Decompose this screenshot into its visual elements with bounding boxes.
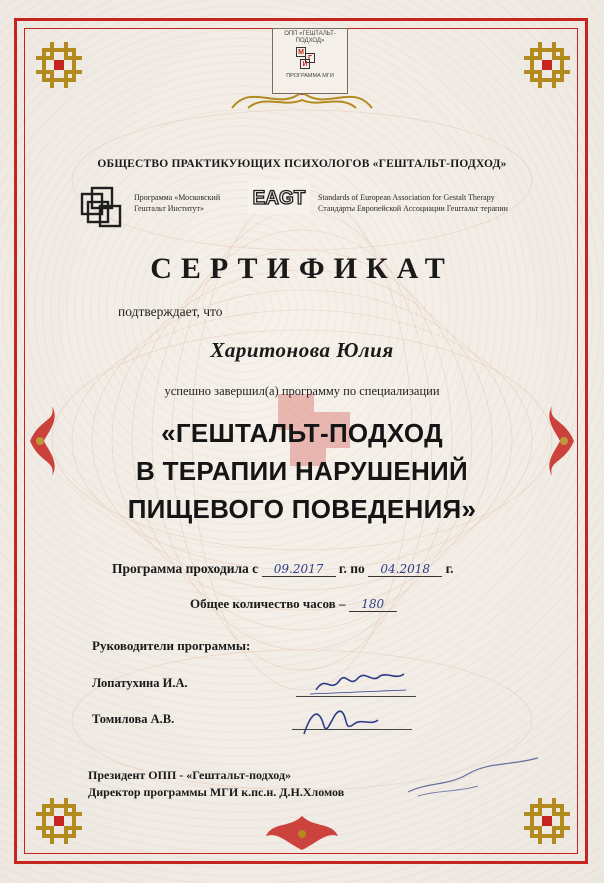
program-period xyxy=(112,561,454,577)
leader-name-1: Лопатухина И.А. xyxy=(92,676,188,690)
period-prefix: Программа проходила с xyxy=(112,561,259,576)
program-title-line: ПИЩЕВОГО ПОВЕДЕНИЯ» xyxy=(127,494,477,524)
mgi-logo-icon xyxy=(78,184,126,232)
period-suffix: г. xyxy=(445,561,454,576)
eagt-standards xyxy=(318,192,508,214)
logo-letter: Г xyxy=(305,53,315,63)
hours-value: 180 xyxy=(349,597,397,612)
certificate-title: СЕРТИФИКАТ xyxy=(150,252,454,285)
leaders-label: Руководители программы: xyxy=(92,638,251,653)
president-title: Президент ОПП - «Гештальт-подход» xyxy=(88,768,292,782)
corner-ornament-top-right xyxy=(520,38,574,92)
logo-letter-grid xyxy=(296,47,324,69)
recipient-name: Харитонова Юлия xyxy=(210,338,394,362)
eagt-standards-line: Standards of European Association for Gestalt Therapy xyxy=(318,193,495,202)
bottom-floral-ornament xyxy=(262,812,342,856)
logo-bottom-text: ПРОГРАММА МГИ xyxy=(286,73,334,79)
eagt-standards-line: Стандарты Европейской Ассоциации Гештальт терапии xyxy=(318,204,508,213)
program-title-line: В ТЕРАПИИ НАРУШЕНИЙ xyxy=(135,456,469,486)
period-to-date: 04.2018 xyxy=(368,562,442,577)
total-hours xyxy=(190,596,397,612)
confirms-text: подтверждает, что xyxy=(118,304,223,319)
program-affiliation xyxy=(134,192,220,214)
logo-top-text: ОПП «ГЕШТАЛЬТ-ПОДХОД» xyxy=(284,31,336,44)
program-title xyxy=(0,414,604,528)
corner-ornament-bottom-right xyxy=(520,794,574,848)
completed-text: успешно завершил(а) программу по специализации xyxy=(164,384,440,398)
program-title-line: «ГЕШТАЛЬТ-ПОДХОД xyxy=(161,418,443,448)
signature-line-2 xyxy=(292,729,412,730)
corner-ornament-bottom-left xyxy=(32,794,86,848)
period-from-date: 09.2017 xyxy=(262,562,336,577)
eagt-logo xyxy=(248,180,310,214)
society-name: ОБЩЕСТВО ПРАКТИКУЮЩИХ ПСИХОЛОГОВ «ГЕШТАЛЬТ-ПОДХОД» xyxy=(97,158,507,170)
logo-letter: М xyxy=(296,47,306,57)
logo-letter: И xyxy=(300,59,310,69)
period-mid: г. по xyxy=(338,561,365,576)
signature-1 xyxy=(300,664,410,698)
hours-label: Общее количество часов – xyxy=(190,596,346,611)
leader-name-2: Томилова А.В. xyxy=(92,712,175,726)
eagt-logo-text: EAGT xyxy=(252,188,306,209)
program-affiliation-line: Гештальт Институт» xyxy=(134,204,205,213)
ogp-logo xyxy=(272,28,348,94)
corner-ornament-top-left xyxy=(32,38,86,92)
president-block xyxy=(88,767,344,801)
program-affiliation-line: Программа «Московский xyxy=(134,193,221,202)
signature-3 xyxy=(388,752,548,802)
signature-2 xyxy=(296,696,416,740)
director-title: Директор программы МГИ к.пс.н. Д.Н.Хломов xyxy=(88,785,345,799)
